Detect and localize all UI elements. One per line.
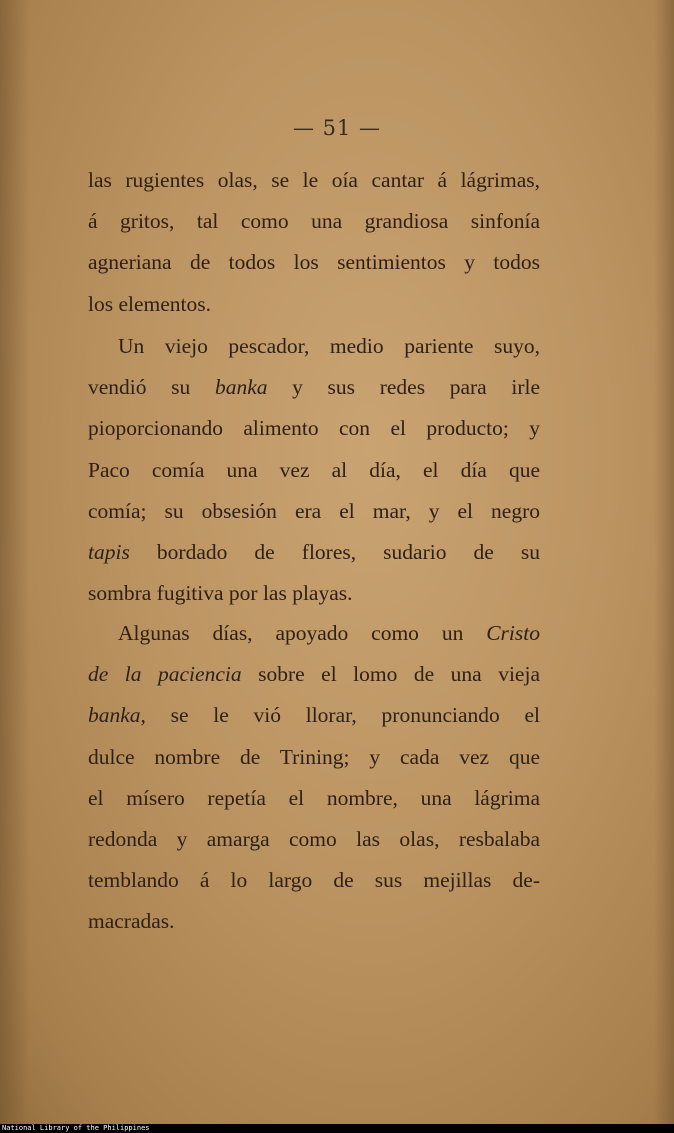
text-line	[88, 532, 540, 573]
text-line: las rugientes olas, se le oía cantar á lágrimas,	[88, 168, 540, 192]
text-line: redonda y amarga como las olas, resbalaba	[88, 826, 540, 851]
text-line: dulce nombre de Trining; y cada vez que	[88, 744, 540, 769]
paragraph-3	[88, 613, 540, 943]
text-line: los elementos.	[88, 291, 212, 316]
text-span: Algunas días, apoyado como un	[118, 621, 464, 645]
footer-credit: National Library of the Philippines	[2, 1124, 150, 1132]
text-line: pioporcionando alimento con el producto; y	[88, 416, 540, 441]
paragraph-1	[88, 160, 540, 325]
text-span: vendió su	[88, 375, 191, 400]
italic-phrase: de la paciencia	[88, 662, 242, 687]
text-line: agneriana de todos los sentimientos y todos	[88, 250, 540, 275]
italic-word: Cristo	[486, 621, 540, 645]
text-line	[88, 613, 540, 654]
italic-word: banka	[214, 375, 268, 400]
text-line: Paco comía una vez al día, el día que	[88, 457, 540, 482]
paragraph-2	[88, 326, 540, 614]
text-span: y sus redes para irle	[292, 375, 541, 400]
text-line: temblando á lo largo de sus mejillas de-	[88, 868, 540, 893]
text-line	[88, 367, 540, 408]
page-number: — 51 —	[292, 116, 382, 140]
text-line: el mísero repetía el nombre, una lágrima	[88, 785, 540, 810]
text-span: sobre el lomo de una vieja	[258, 662, 540, 687]
text-span: bordado de flores, sudario de su	[156, 539, 541, 564]
text-line: sombra fugitiva por las playas.	[88, 581, 353, 606]
text-line	[88, 695, 540, 736]
text-line: Un viejo pescador, medio pariente suyo,	[118, 334, 540, 358]
text-line	[88, 654, 540, 695]
text-span: se le vió llorar, pronunciando el	[170, 703, 540, 728]
text-line: á gritos, tal como una grandiosa sinfonía	[88, 209, 540, 234]
italic-word: banka,	[88, 703, 146, 728]
text-line: macradas.	[88, 909, 175, 934]
italic-word: tapis	[88, 539, 130, 564]
text-line: comía; su obsesión era el mar, y el negro	[88, 498, 540, 523]
